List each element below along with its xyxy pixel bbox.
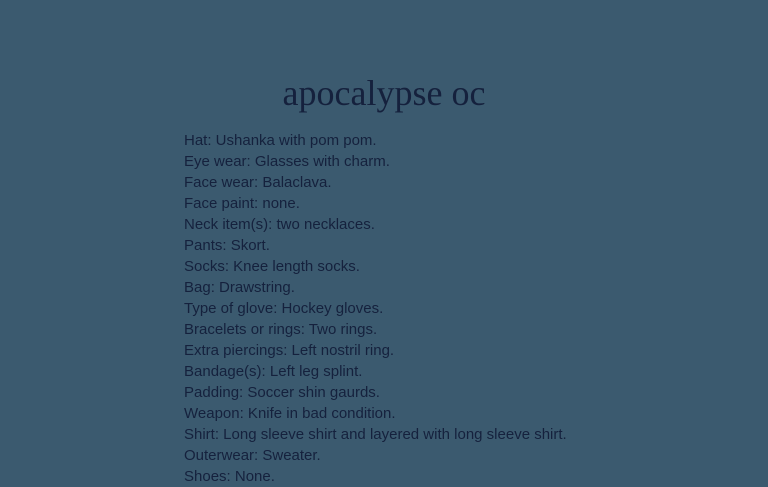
list-item: Padding: Soccer shin gaurds. [184, 384, 380, 401]
list-item: Shoes: None. [184, 468, 275, 485]
list-item: Face paint: none. [184, 195, 300, 212]
list-item: Hat: Ushanka with pom pom. [184, 132, 377, 149]
outfit-list [184, 130, 567, 487]
list-item: Bag: Drawstring. [184, 279, 295, 296]
list-item: Face wear: Balaclava. [184, 174, 332, 191]
list-item: Outerwear: Sweater. [184, 447, 321, 464]
list-item: Weapon: Knife in bad condition. [184, 405, 396, 422]
list-item: Pants: Skort. [184, 237, 270, 254]
list-item: Socks: Knee length socks. [184, 258, 360, 275]
list-item: Eye wear: Glasses with charm. [184, 153, 390, 170]
page-title: apocalypse oc [282, 73, 486, 113]
list-item: Type of glove: Hockey gloves. [184, 300, 384, 317]
list-item: Extra piercings: Left nostril ring. [184, 342, 395, 359]
list-item: Bandage(s): Left leg splint. [184, 363, 363, 380]
list-item: Neck item(s): two necklaces. [184, 216, 375, 233]
list-item: Shirt: Long sleeve shirt and layered with long sleeve shirt. [184, 426, 567, 443]
list-item: Bracelets or rings: Two rings. [184, 321, 378, 338]
